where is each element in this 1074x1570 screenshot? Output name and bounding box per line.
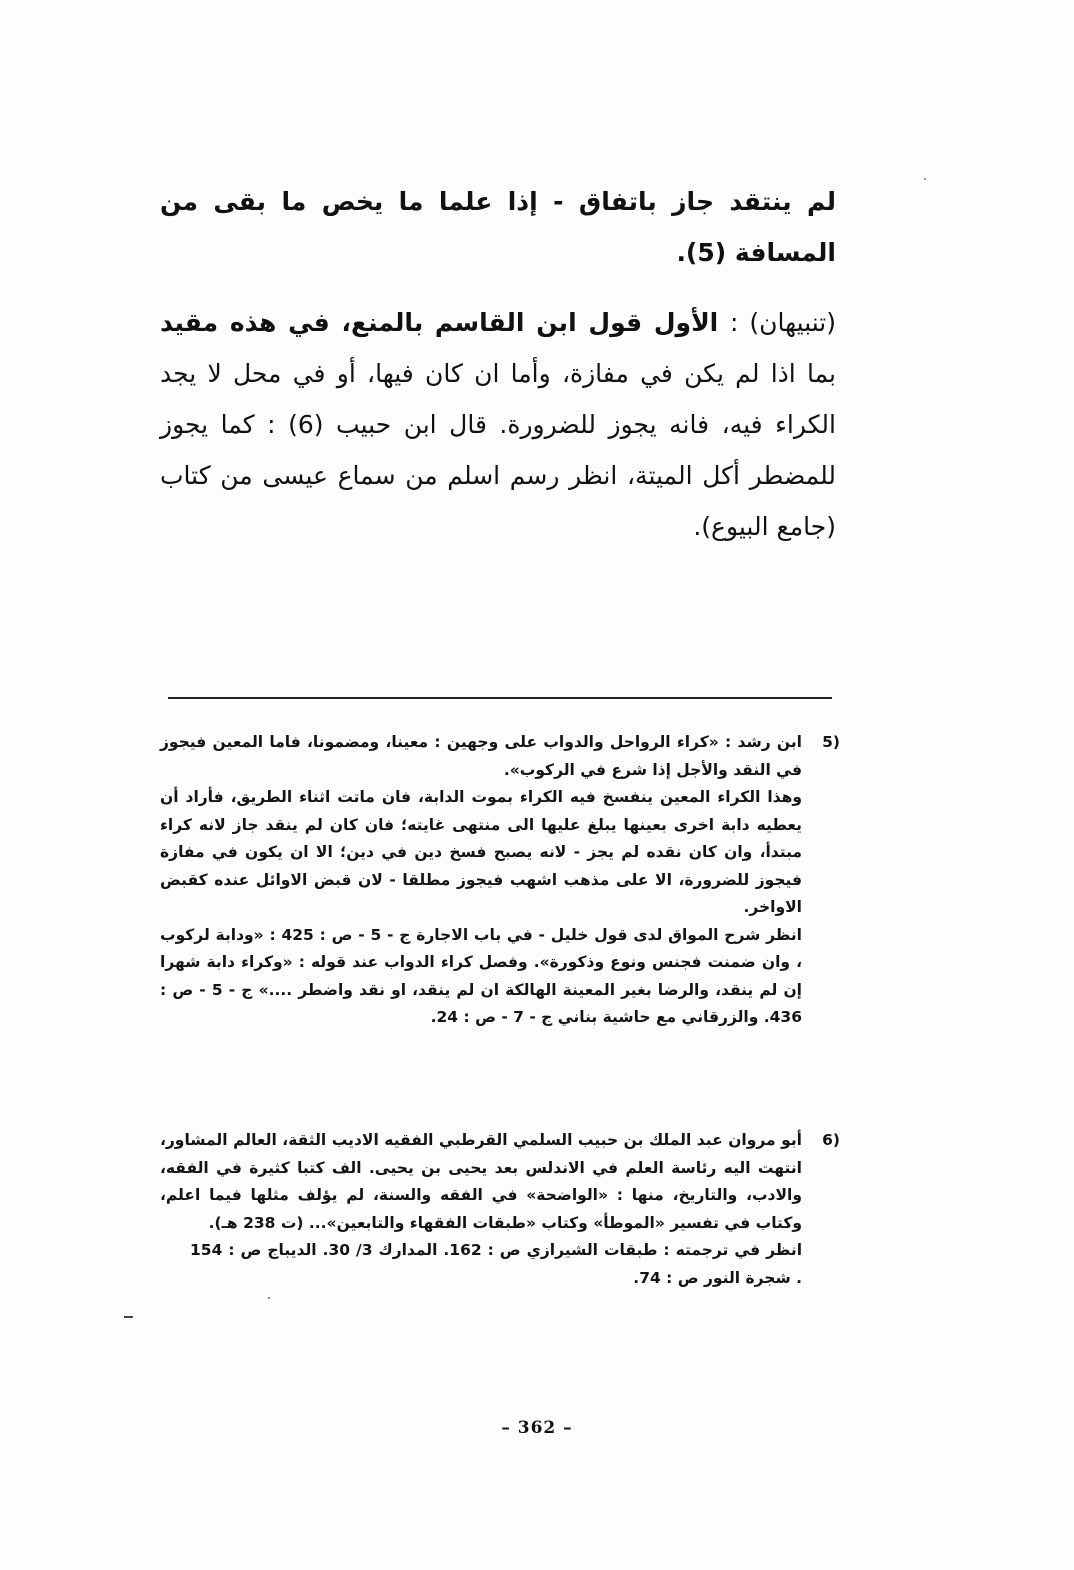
footnote-line: انظر شرح المواق لدى قول خليل - في باب الاجارة ج - 5 - ص : 425 : «ودابة لركوب ، وان ضمنت فجنس ونوع وذكورة». وفصل كراء الدواب عند قوله : «وكراء دابة شهرا إن لم ينقد، والرضا بغير المعينة الهالكة ان لم ينقد، او نقد واضطر ....» ج - 5 - ص : 436. والزرقاني مع حاشية بناني ج - 7 - ص : 24. <box>160 925 802 1026</box>
footnote-5 <box>160 729 840 1032</box>
footnote-6 <box>160 1127 840 1292</box>
scan-speck <box>924 178 926 180</box>
page-number: – 362 – <box>501 1418 573 1438</box>
body-paragraph-1: لم ينتقد جاز باتفاق - إذا علما ما يخص ما بقى من المسافة (5). <box>160 187 836 267</box>
body-paragraph-2 <box>160 297 836 552</box>
footnote-line: وهذا الكراء المعين ينفسخ فيه الكراء بموت الدابة، فان ماتت اثناء الطريق، فأراد أن يعطيه دابة اخرى بعينها يبلغ عليها الى منتهى غايته؛ فان كان لم ينقد جاز لانه كراء مبتدأ، وان كان نقده لم يجز - لانه يصبح فسخ دين في دين؛ الا ان يكون في مفازة فيجوز للضرورة، الا على مذهب اشهب فيجوز مطلقا - لان قبض الاوائل عنده كقبض الاواخر. <box>160 788 802 916</box>
footnote-number: (5 <box>822 733 840 751</box>
footnote-separator <box>168 697 832 699</box>
footnote-line: ابن رشد : «كراء الرواحل والدواب على وجهين : معينا، ومضمونا، فاما المعين فيجوز في النقد والأجل إذا شرع في الركوب». <box>160 733 802 779</box>
footnote-number: (6 <box>822 1131 840 1149</box>
note-label: (تنبيهان) : <box>730 308 836 337</box>
footnote-line: انظر في ترجمته : طبقات الشيرازي ص : 162. المدارك 3/ 30. الديباج ص : 154 . شجرة النور ص : 74. <box>190 1241 803 1287</box>
paragraph-lead: الأول قول ابن القاسم بالمنع، في هذه مقيد <box>160 308 719 337</box>
scan-speck <box>268 1297 270 1299</box>
scan-speck <box>124 1316 133 1318</box>
footnote-line: أبو مروان عبد الملك بن حبيب السلمي القرطبي الفقيه الاديب الثقة، العالم المشاور، انتهت اليه رئاسة العلم في الاندلس بعد يحيى بن يحيى. الف كتبا كثيرة في الفقه، والادب، والتاريخ، منها : «الواضحة» في الفقه والسنة، لم يؤلف مثلها فيما اعلم، وكتاب في تفسير «الموطأ» وكتاب «طبقات الفقهاء والتابعين»... (ت 238 هـ). <box>160 1131 802 1232</box>
paragraph-rest: بما اذا لم يكن في مفازة، وأما ان كان فيها، أو في محل لا يجد الكراء فيه، فانه يجوز للضرورة. قال ابن حبيب (6) : كما يجوز للمضطر أكل الميتة، انظر رسم اسلم من سماع عيسى من كتاب (جامع البيوع). <box>160 359 836 541</box>
